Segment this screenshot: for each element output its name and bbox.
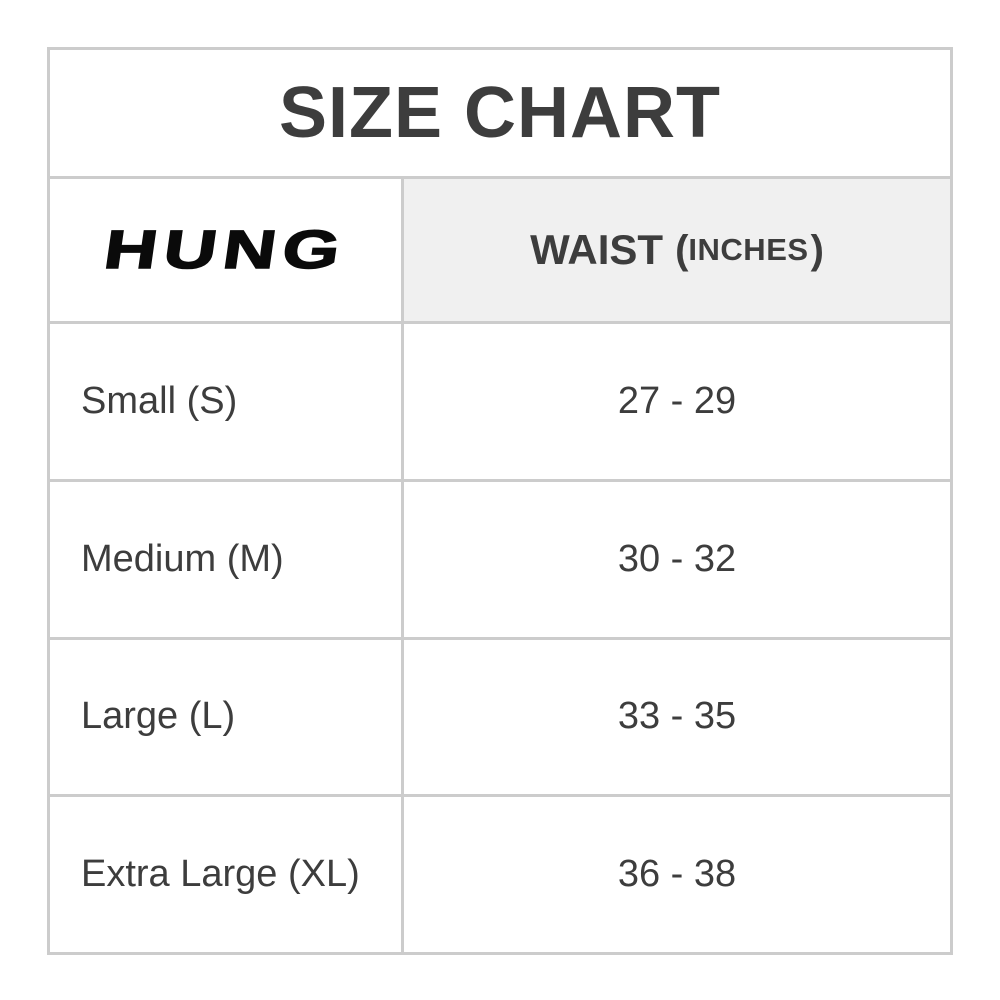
table-row-small-size-cell [50,324,401,479]
brand-header-cell [50,179,401,321]
table-row-large-waist-cell [404,640,950,795]
waist-value: 27 - 29 [617,379,737,422]
size-chart-table [47,47,953,955]
waist-header-label: WAIST [530,226,664,273]
waist-header-open-paren: ( [675,227,689,272]
waist-header-close-paren: ) [810,227,824,272]
size-chart-title: SIZE CHART [50,50,950,176]
hung-brand-logo: HUNG [100,220,351,280]
size-label: Large (L) [81,695,236,738]
waist-value: 33 - 35 [617,695,737,738]
table-row-medium-size-cell [50,482,401,637]
waist-header-unit-label: INCHES [688,232,809,267]
waist-value: 36 - 38 [617,853,737,896]
table-row-large-size-cell [50,640,401,795]
table-row-extra-large-waist-cell [404,797,950,952]
size-label: Extra Large (XL) [81,853,360,896]
waist-value: 30 - 32 [617,537,737,580]
size-label: Small (S) [81,379,238,422]
size-label: Medium (M) [81,537,284,580]
table-row-extra-large-size-cell [50,797,401,952]
waist-column-header [404,179,950,321]
table-row-medium-waist-cell [404,482,950,637]
table-row-small-waist-cell [404,324,950,479]
